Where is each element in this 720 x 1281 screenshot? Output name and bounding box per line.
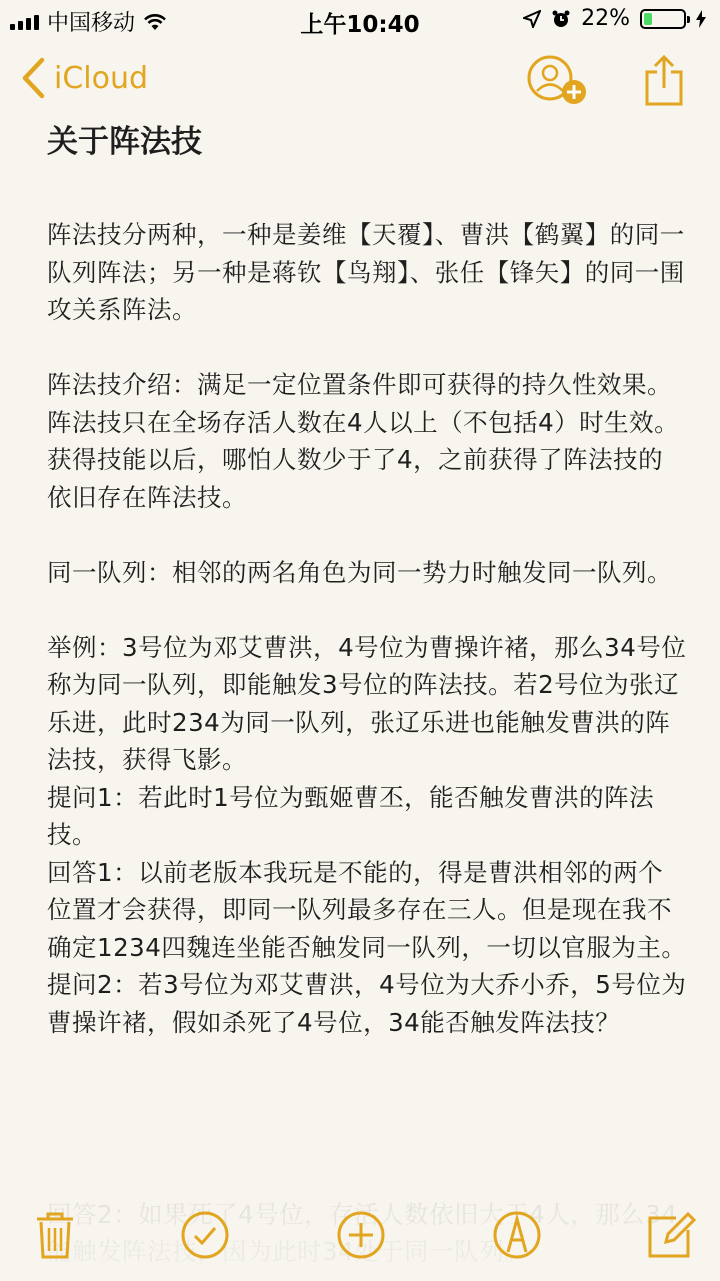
navigation-bar — [0, 50, 720, 114]
alarm-clock-icon — [551, 9, 571, 29]
status-bar — [0, 0, 720, 40]
chevron-left-icon — [20, 56, 46, 100]
note-paragraph: 举例：3号位为邓艾曹洪，4号位为曹操许褚，那么34号位称为同一队列，即能触发3号位的阵法技。若2号位为张辽乐进，此时234为同一队列，张辽乐进也能触发曹洪的阵法技，获得飞影。 — [47, 632, 687, 774]
plus-circle-icon[interactable] — [336, 1210, 386, 1260]
note-content[interactable] — [47, 120, 687, 1041]
note-paragraph: 阵法技介绍：满足一定位置条件即可获得的持久性效果。阵法技只在全场存活人数在4人以上（不包括4）时生效。获得技能以后，哪怕人数少于了4，之前获得了阵法技的依旧存在阵法技。 — [47, 370, 680, 512]
trash-icon[interactable] — [30, 1210, 80, 1260]
compose-icon[interactable] — [646, 1210, 696, 1260]
share-icon[interactable] — [644, 54, 684, 106]
note-paragraph: 提问1：若此时1号位为甄姬曹丕，能否触发曹洪的阵法技。 — [47, 782, 655, 849]
carrier-label: 中国移动 — [47, 11, 136, 36]
note-paragraph: 阵法技分两种，一种是姜维【天覆】、曹洪【鹤翼】的同一队列阵法；另一种是蒋钦【鸟翔】、张任【锋矢】的同一围攻关系阵法。 — [47, 220, 685, 324]
back-label: iCloud — [54, 60, 149, 96]
note-paragraph: 回答1：以前老版本我玩是不能的，得是曹洪相邻的两个位置才会获得，即同一队列最多存在三人。但是现在我不确定1234四魏连坐能否触发同一队列，一切以官服为主。 — [47, 857, 687, 962]
add-people-icon[interactable] — [526, 54, 590, 110]
battery-icon — [640, 9, 686, 29]
status-time: 上午10:40 — [300, 12, 420, 38]
location-arrow-icon — [523, 10, 541, 28]
note-paragraph: 提问2：若3号位为邓艾曹洪，4号位为大乔小乔，5号位为曹操许褚，假如杀死了4号位，34能否触发阵法技？ — [47, 970, 687, 1037]
back-button[interactable] — [20, 56, 148, 100]
checkmark-circle-icon[interactable] — [180, 1210, 230, 1260]
note-title: 关于阵法技 — [47, 124, 202, 160]
bottom-toolbar — [0, 1180, 720, 1281]
pen-markup-icon[interactable] — [492, 1210, 542, 1260]
charging-bolt-icon — [696, 10, 706, 28]
note-paragraph: 同一队列：相邻的两名角色为同一势力时触发同一队列。 — [47, 557, 672, 587]
battery-percent: 22% — [581, 6, 630, 31]
